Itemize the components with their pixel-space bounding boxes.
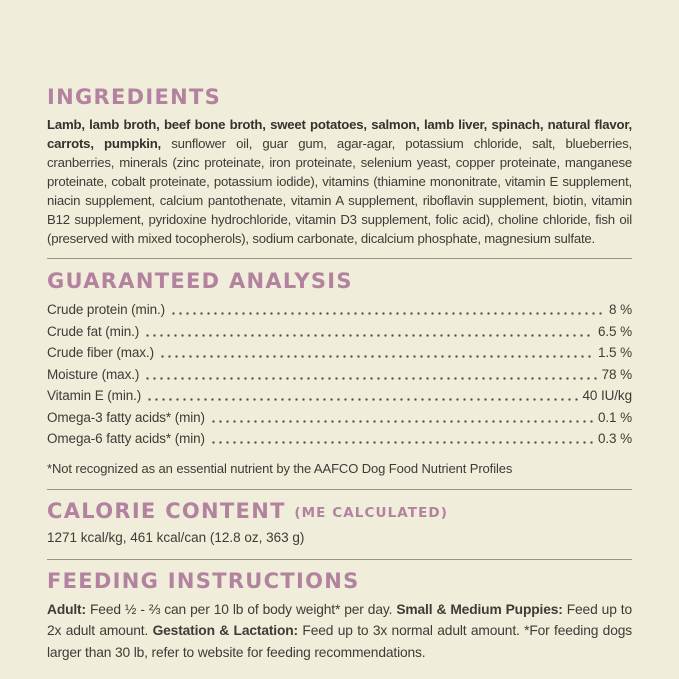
- table-row: [47, 385, 632, 407]
- nutrient-label: Omega-3 fatty acids* (min): [47, 409, 205, 425]
- nutrient-value: 0.1 %: [597, 409, 632, 425]
- feeding-adult-text: Feed ½ - ⅔ can per 10 lb of body weight* per day.: [85, 601, 397, 617]
- nutrient-value: 0.3 %: [597, 431, 632, 447]
- table-row: [47, 407, 632, 429]
- feeding-gestation-text: Feed up to 3x normal adult amount. *For feeding dogs larger than 30 lb, refer to website for feeding recommendations.: [47, 623, 633, 660]
- nutrient-label: Moisture (max.): [47, 366, 140, 382]
- ingredients-primary-list: Lamb, lamb broth, beef bone broth, sweet potatoes, salmon, lamb liver, spinach, natural flavor, carrots, pumpkin,: [47, 117, 632, 152]
- feeding-puppies-label: Small & Medium Puppies:: [396, 601, 563, 617]
- dot-leader: [170, 299, 604, 321]
- nutrient-value: 78 %: [601, 366, 632, 382]
- guaranteed-analysis-table: [47, 299, 632, 450]
- nutrient-label: Omega-6 fatty acids* (min): [47, 431, 205, 447]
- feeding-gestation-label: Gestation & Lactation:: [152, 623, 298, 639]
- nutrient-value: 1.5 %: [597, 345, 632, 361]
- feeding-instructions-heading: FEEDING INSTRUCTIONS: [47, 568, 360, 593]
- dot-leader: [144, 364, 596, 386]
- feeding-puppies-text: Feed up to 2x adult amount.: [47, 601, 632, 639]
- aafco-footnote: *Not recognized as an essential nutrient by the AAFCO Dog Food Nutrient Profiles: [47, 460, 513, 476]
- section-divider: [47, 559, 632, 560]
- me-calculated-note: (ME CALCULATED): [294, 504, 448, 521]
- dot-leader: [144, 321, 593, 343]
- calorie-content-section: [47, 500, 632, 547]
- table-row: [47, 428, 632, 450]
- nutrient-label: Crude protein (min.): [47, 302, 166, 318]
- nutrient-value: 8 %: [609, 302, 632, 318]
- table-row: [47, 299, 632, 321]
- ingredients-text: [47, 115, 632, 248]
- ingredients-secondary-list: sunflower oil, guar gum, agar-agar, potassium chloride, salt, blueberries, cranberries, minerals (zinc proteinate, iron proteinate, selenium yeast, copper proteinate, manganese proteinate, cobalt proteinate, potassium iodide), vitamins (thiamine mononitrate, vitamin E supplement, niacin supplement, calcium pantothenate, vitamin A supplement, riboflavin supplement, biotin, vitamin B12 supplement, pyridoxine hydrochloride, vitamin D3 supplement, folic acid), choline chloride, fish oil (preserved with mixed tocopherols), sodium carbonate, dicalcium phosphate, magnesium sulfate.: [47, 136, 632, 247]
- ingredients-section: [47, 86, 632, 248]
- table-row: [47, 321, 632, 343]
- nutrient-label: Vitamin E (min.): [47, 388, 142, 404]
- dot-leader: [159, 342, 593, 364]
- section-divider: [47, 258, 632, 259]
- feeding-instructions-section: [47, 570, 632, 664]
- guaranteed-analysis-section: [47, 270, 632, 476]
- calorie-values: 1271 kcal/kg, 461 kcal/can (12.8 oz, 363 g): [47, 529, 305, 545]
- nutrient-value: 40 IU/kg: [582, 388, 632, 404]
- calorie-content-title: CALORIE CONTENT: [47, 498, 286, 523]
- section-divider: [47, 489, 632, 490]
- dot-leader: [210, 428, 593, 450]
- nutrient-value: 6.5 %: [597, 323, 632, 339]
- dot-leader: [146, 385, 577, 407]
- guaranteed-analysis-heading: GUARANTEED ANALYSIS: [47, 269, 353, 294]
- feeding-instructions-text: [47, 599, 632, 664]
- ingredients-heading: INGREDIENTS: [47, 85, 222, 109]
- feeding-adult-label: Adult:: [47, 601, 86, 617]
- table-row: [47, 342, 632, 364]
- table-row: [47, 364, 632, 386]
- nutrient-label: Crude fat (min.): [47, 323, 140, 339]
- dot-leader: [210, 407, 593, 429]
- nutrient-label: Crude fiber (max.): [47, 345, 154, 361]
- calorie-content-heading: [47, 500, 632, 522]
